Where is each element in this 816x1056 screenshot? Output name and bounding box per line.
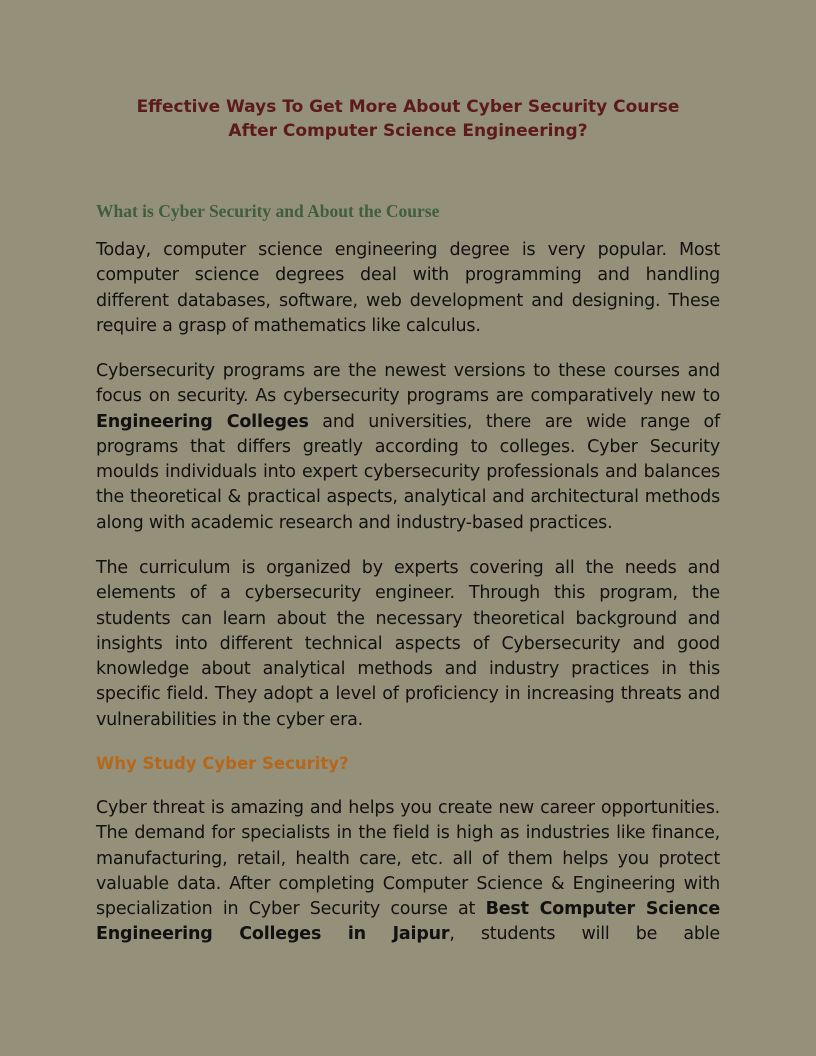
paragraph-intro: Today, computer science engineering degree is very popular. Most computer science degrees deal with programming and handling different databases, software, web development and designing. These require a grasp of mathematics like calculus.	[96, 240, 720, 336]
best-cse-colleges-jaipur-link[interactable]: Best Computer Science Engineering Colleges in Jaipur	[96, 899, 720, 945]
engineering-colleges-link[interactable]: Engineering Colleges	[96, 411, 309, 432]
paragraph-text: , students will be able	[449, 924, 721, 945]
paragraph-cybersecurity-programs	[96, 359, 720, 536]
paragraph-why-study	[96, 796, 720, 948]
paragraph-text: Cyber threat is amazing and helps you create new career opportunities. The demand for specialists in the field is high as industries like finance, manufacturing, retail, health care, etc. all of them helps you protect valuable data. After completing Computer Science & Engineering with specialization in Cyber Security course at	[96, 798, 720, 920]
section-heading-what-is-cyber-security: What is Cyber Security and About the Course	[96, 201, 440, 221]
paragraph-text: Cybersecurity programs are the newest versions to these courses and focus on security. As cybersecurity programs are comparatively new to	[96, 361, 720, 407]
document-title: Effective Ways To Get More About Cyber Security Course After Computer Science Engineering?	[136, 97, 680, 141]
section-heading-why-study: Why Study Cyber Security?	[96, 754, 349, 773]
paragraph-curriculum: The curriculum is organized by experts covering all the needs and elements of a cybersecurity engineer. Through this program, the students can learn about the necessary theoretical background and insights into different technical aspects of Cybersecurity and good knowledge about analytical methods and industry practices in this specific field. They adopt a level of proficiency in increasing threats and vulnerabilities in the cyber era.	[96, 558, 720, 730]
paragraph-text: and universities, there are wide range of programs that differs greatly according to colleges. Cyber Security moulds individuals into expert cybersecurity professionals and balances the theoretical & practical aspects, analytical and architectural methods along with academic research and industry-based practices.	[96, 411, 720, 533]
document-page	[96, 95, 721, 945]
